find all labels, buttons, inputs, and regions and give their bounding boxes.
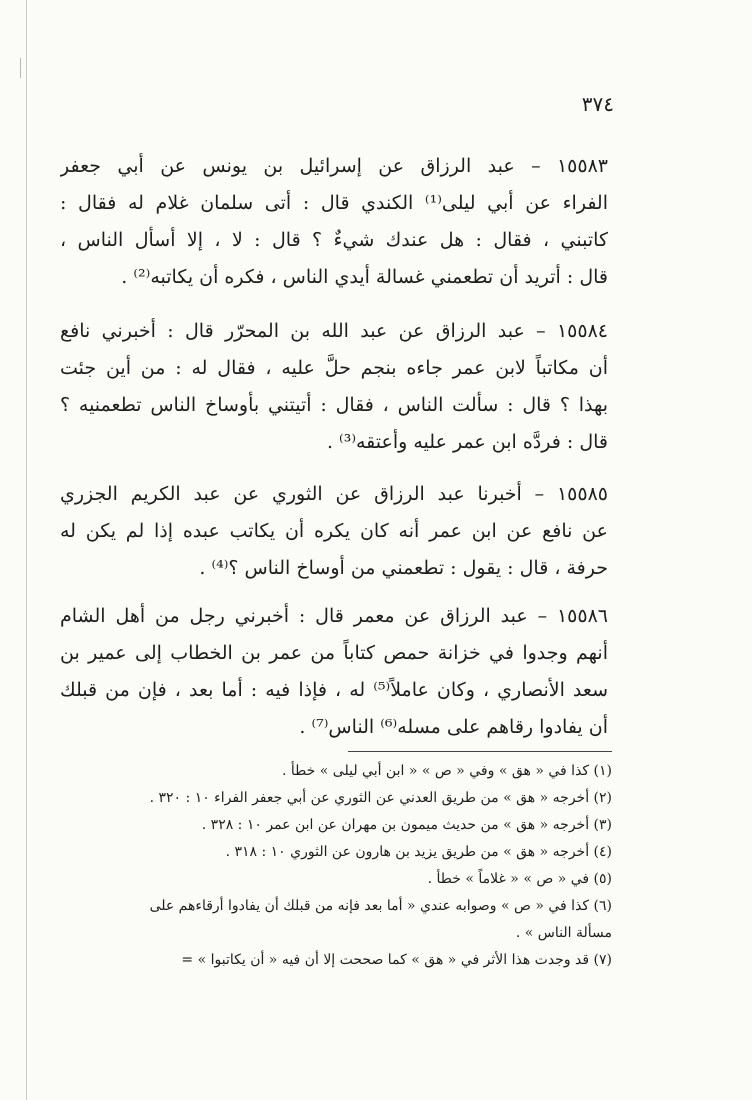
footnote-5: (٥) في « ص » « غلاماً » خطأ .	[427, 871, 612, 887]
text-line: كاتبني ، فقال : هل عندك شيءٌ ؟ قال : لا ، إلا أسأل الناس ،	[60, 229, 608, 251]
footnote-7: (٧) قد وجدت هذا الأثر في « هق » كما صححت إلا أن فيه « أن يكاتبوا » =	[181, 952, 612, 968]
text-line: ١٥٥٨٣ – عبد الرزاق عن إسرائيل بن يونس عن أبي جعفر	[60, 155, 608, 177]
footnote-3: (٣) أخرجه « هق » من حديث ميمون بن مهران عن ابن عمر ١٠ : ٣٢٨ .	[201, 817, 612, 833]
footnote-1: (١) كذا في « هق » وفي « ص » « ابن أبي ليلى » خطأ .	[282, 763, 612, 779]
text-line: ١٥٥٨٤ – عبد الرزاق عن عبد الله بن المحرّر قال : أخبرني نافع	[60, 320, 608, 342]
text-line: سعد الأنصاري ، وكان عاملاً⁽⁵⁾ له ، فإذا فيه : أما بعد ، فإن من قبلك	[60, 679, 608, 701]
binding-edge-line	[26, 0, 27, 1100]
text-line: ١٥٥٨٦ – عبد الرزاق عن معمر قال : أخبرني رجل من أهل الشام	[60, 605, 608, 627]
footnotes-section	[60, 758, 612, 974]
footnote-6-continued: مسألة الناس » .	[515, 925, 612, 941]
footnote-separator	[348, 751, 612, 752]
hadith-entry-15586	[60, 598, 608, 746]
text-line: حرفة ، قال : يقول : تطعمني من أوساخ الناس ؟⁽⁴⁾ .	[199, 557, 608, 579]
footnote-4: (٤) أخرجه « هق » من طريق يزيد بن هارون عن الثوري ١٠ : ٣١٨ .	[225, 844, 612, 860]
footnote-6: (٦) كذا في « ص » وصوابه عندي « أما بعد فإنه من قبلك أن يفادوا أرقاءهم على	[149, 898, 612, 914]
text-line: قال : أتريد أن تطعمني غسالة أيدي الناس ، فكره أن يكاتبه⁽²⁾ .	[121, 266, 608, 288]
text-line: أن مكاتباً لابن عمر جاءه بنجم حلَّ عليه ، فقال له : من أين جئت	[60, 357, 608, 379]
text-line: بهذا ؟ قال : سألت الناس ، فقال : أتيتني بأوساخ الناس تطعمنيه ؟	[60, 394, 608, 416]
text-line: عن نافع عن ابن عمر أنه كان يكره أن يكاتب عبده إذا لم يكن له	[60, 520, 608, 542]
text-line: الفراء عن أبي ليلى⁽¹⁾ الكندي قال : أتى سلمان غلام له فقال :	[60, 192, 608, 214]
text-line: أن يفادوا رقاهم على مسله⁽⁶⁾ الناس⁽⁷⁾ .	[299, 716, 608, 738]
page-number: ٣٧٤	[581, 92, 614, 116]
footnote-2: (٢) أخرجه « هق » من طريق العدني عن الثوري عن أبي جعفر الفراء ١٠ : ٣٢٠ .	[149, 790, 612, 806]
hadith-entry-15583	[60, 148, 608, 296]
hadith-entry-15585	[60, 476, 608, 587]
hadith-entry-15584	[60, 313, 608, 461]
text-line: قال : فردَّه ابن عمر عليه وأعتقه⁽³⁾ .	[326, 431, 608, 453]
text-line: أنهم وجدوا في خزانة حمص كتاباً من عمر بن الخطاب إلى عمير بن	[60, 642, 608, 664]
text-line: ١٥٥٨٥ – أخبرنا عبد الرزاق عن الثوري عن عبد الكريم الجزري	[60, 483, 608, 505]
binding-edge-mark	[20, 58, 21, 78]
